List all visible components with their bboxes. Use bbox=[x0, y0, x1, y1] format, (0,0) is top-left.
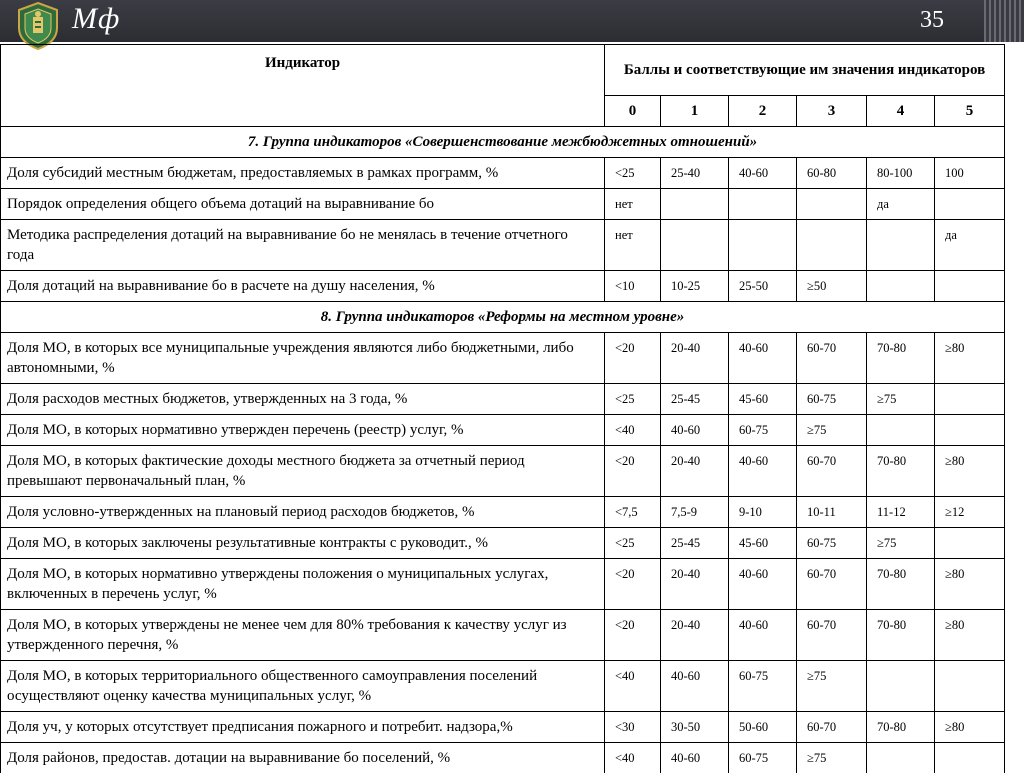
score-value-cell: 50-60 bbox=[729, 712, 797, 743]
score-value-cell: 7,5-9 bbox=[661, 497, 729, 528]
score-value-cell: 70-80 bbox=[867, 446, 935, 497]
score-value-cell: нет bbox=[605, 220, 661, 271]
score-value-cell: <20 bbox=[605, 446, 661, 497]
score-value-cell: <25 bbox=[605, 528, 661, 559]
score-value-cell: 20-40 bbox=[661, 559, 729, 610]
score-value-cell: 10-11 bbox=[797, 497, 867, 528]
score-value-cell: ≥80 bbox=[935, 712, 1005, 743]
score-value-cell: ≥75 bbox=[797, 661, 867, 712]
score-value-cell: 60-75 bbox=[729, 661, 797, 712]
score-value-cell: 60-75 bbox=[797, 528, 867, 559]
table-row bbox=[1, 559, 1005, 610]
score-value-cell: 20-40 bbox=[661, 446, 729, 497]
score-value-cell: 30-50 bbox=[661, 712, 729, 743]
score-value-cell bbox=[935, 189, 1005, 220]
table-row bbox=[1, 446, 1005, 497]
indicator-cell: Доля уч, у которых отсутствует предписания пожарного и потребит. надзора,% bbox=[1, 712, 605, 743]
score-value-cell: 25-50 bbox=[729, 271, 797, 302]
score-value-cell: 60-70 bbox=[797, 559, 867, 610]
score-column-header: 3 bbox=[797, 96, 867, 127]
indicator-cell: Доля дотаций на выравнивание бо в расчете на душу населения, % bbox=[1, 271, 605, 302]
indicator-cell: Порядок определения общего объема дотаций на выравнивание бо bbox=[1, 189, 605, 220]
score-value-cell: 40-60 bbox=[729, 158, 797, 189]
score-value-cell bbox=[867, 743, 935, 773]
score-value-cell: ≥50 bbox=[797, 271, 867, 302]
group-title: 8. Группа индикаторов «Реформы на местном уровне» bbox=[1, 302, 1005, 333]
score-value-cell: ≥75 bbox=[797, 743, 867, 773]
score-value-cell: <40 bbox=[605, 743, 661, 773]
indicator-cell: Доля МО, в которых нормативно утвержден перечень (реестр) услуг, % bbox=[1, 415, 605, 446]
score-value-cell: 45-60 bbox=[729, 528, 797, 559]
table-row bbox=[1, 743, 1005, 773]
indicator-cell: Доля расходов местных бюджетов, утвержденных на 3 года, % bbox=[1, 384, 605, 415]
score-value-cell: 60-70 bbox=[797, 712, 867, 743]
table-row bbox=[1, 189, 1005, 220]
score-value-cell: <25 bbox=[605, 384, 661, 415]
indicator-column-header: Индикатор bbox=[1, 45, 605, 127]
score-value-cell: 25-45 bbox=[661, 528, 729, 559]
table-row bbox=[1, 661, 1005, 712]
slide-number: 35 bbox=[920, 7, 944, 34]
score-value-cell: 60-75 bbox=[729, 415, 797, 446]
score-value-cell: 70-80 bbox=[867, 610, 935, 661]
score-value-cell: ≥75 bbox=[867, 384, 935, 415]
score-value-cell: 40-60 bbox=[729, 559, 797, 610]
header-stripes bbox=[984, 0, 1024, 42]
score-value-cell: 10-25 bbox=[661, 271, 729, 302]
indicator-cell: Доля условно-утвержденных на плановый период расходов бюджетов, % bbox=[1, 497, 605, 528]
score-value-cell: 40-60 bbox=[661, 743, 729, 773]
slide-header bbox=[0, 0, 1024, 42]
score-value-cell: 20-40 bbox=[661, 333, 729, 384]
score-value-cell: 60-70 bbox=[797, 333, 867, 384]
score-value-cell: 60-75 bbox=[797, 384, 867, 415]
score-value-cell: 25-40 bbox=[661, 158, 729, 189]
score-value-cell: 45-60 bbox=[729, 384, 797, 415]
score-value-cell: 40-60 bbox=[661, 415, 729, 446]
indicator-cell: Методика распределения дотаций на выравнивание бо не менялась в течение отчетного года bbox=[1, 220, 605, 271]
score-value-cell: 40-60 bbox=[729, 446, 797, 497]
indicators-table bbox=[0, 44, 1005, 773]
score-value-cell: <40 bbox=[605, 415, 661, 446]
indicator-cell: Доля МО, в которых фактические доходы местного бюджета за отчетный период превышают первоначальный план, % bbox=[1, 446, 605, 497]
score-value-cell: 40-60 bbox=[729, 610, 797, 661]
ministry-emblem-icon bbox=[16, 2, 60, 50]
score-value-cell: 60-80 bbox=[797, 158, 867, 189]
score-value-cell bbox=[935, 528, 1005, 559]
score-column-header: 1 bbox=[661, 96, 729, 127]
score-value-cell bbox=[661, 189, 729, 220]
group-header-row bbox=[1, 127, 1005, 158]
score-value-cell: 60-75 bbox=[729, 743, 797, 773]
score-value-cell: 100 bbox=[935, 158, 1005, 189]
score-column-header: 2 bbox=[729, 96, 797, 127]
score-value-cell: 11-12 bbox=[867, 497, 935, 528]
score-value-cell bbox=[867, 415, 935, 446]
score-value-cell bbox=[661, 220, 729, 271]
table-body bbox=[1, 127, 1005, 773]
score-value-cell bbox=[797, 220, 867, 271]
table-row bbox=[1, 497, 1005, 528]
table-row bbox=[1, 333, 1005, 384]
table-row bbox=[1, 220, 1005, 271]
score-value-cell: ≥80 bbox=[935, 446, 1005, 497]
table-row bbox=[1, 528, 1005, 559]
scores-column-header: Баллы и соответствующие им значения индикаторов bbox=[605, 45, 1005, 96]
score-value-cell bbox=[935, 271, 1005, 302]
score-value-cell: 20-40 bbox=[661, 610, 729, 661]
indicator-cell: Доля МО, в которых нормативно утверждены положения о муниципальных услугах, включенных в перечень услуг, % bbox=[1, 559, 605, 610]
score-value-cell bbox=[935, 743, 1005, 773]
score-value-cell: нет bbox=[605, 189, 661, 220]
score-value-cell: 70-80 bbox=[867, 712, 935, 743]
table-row bbox=[1, 384, 1005, 415]
score-value-cell: 25-45 bbox=[661, 384, 729, 415]
indicator-cell: Доля МО, в которых все муниципальные учреждения являются либо бюджетными, либо автономными, % bbox=[1, 333, 605, 384]
score-value-cell bbox=[867, 220, 935, 271]
score-value-cell: ≥75 bbox=[867, 528, 935, 559]
score-value-cell bbox=[935, 661, 1005, 712]
score-value-cell bbox=[867, 661, 935, 712]
score-value-cell bbox=[935, 415, 1005, 446]
score-value-cell bbox=[935, 384, 1005, 415]
score-value-cell: <30 bbox=[605, 712, 661, 743]
score-value-cell: ≥12 bbox=[935, 497, 1005, 528]
indicator-cell: Доля МО, в которых утверждены не менее чем для 80% требования к качеству услуг из утвержденного перечня, % bbox=[1, 610, 605, 661]
score-value-cell: 40-60 bbox=[729, 333, 797, 384]
score-column-header: 5 bbox=[935, 96, 1005, 127]
group-header-row bbox=[1, 302, 1005, 333]
score-value-cell bbox=[729, 220, 797, 271]
indicator-cell: Доля районов, предостав. дотации на выравнивание бо поселений, % bbox=[1, 743, 605, 773]
score-value-cell: 40-60 bbox=[661, 661, 729, 712]
score-value-cell: 80-100 bbox=[867, 158, 935, 189]
brand-title: Мф bbox=[72, 2, 120, 36]
score-value-cell: 60-70 bbox=[797, 446, 867, 497]
score-value-cell: ≥80 bbox=[935, 610, 1005, 661]
score-value-cell: 70-80 bbox=[867, 559, 935, 610]
score-value-cell bbox=[797, 189, 867, 220]
table-row bbox=[1, 158, 1005, 189]
score-value-cell: да bbox=[935, 220, 1005, 271]
score-value-cell: 9-10 bbox=[729, 497, 797, 528]
table-row bbox=[1, 610, 1005, 661]
score-value-cell: <40 bbox=[605, 661, 661, 712]
indicator-cell: Доля МО, в которых заключены результативные контракты с руководит., % bbox=[1, 528, 605, 559]
indicator-cell: Доля субсидий местным бюджетам, предоставляемых в рамках программ, % bbox=[1, 158, 605, 189]
score-value-cell: <20 bbox=[605, 559, 661, 610]
score-value-cell: ≥75 bbox=[797, 415, 867, 446]
table-row bbox=[1, 271, 1005, 302]
score-value-cell: <20 bbox=[605, 333, 661, 384]
score-value-cell: ≥80 bbox=[935, 333, 1005, 384]
score-value-cell bbox=[729, 189, 797, 220]
table-row bbox=[1, 415, 1005, 446]
score-column-header: 0 bbox=[605, 96, 661, 127]
score-value-cell: ≥80 bbox=[935, 559, 1005, 610]
score-value-cell: 60-70 bbox=[797, 610, 867, 661]
score-value-cell: 70-80 bbox=[867, 333, 935, 384]
score-value-cell: <20 bbox=[605, 610, 661, 661]
score-value-cell: <7,5 bbox=[605, 497, 661, 528]
score-value-cell: <25 bbox=[605, 158, 661, 189]
indicator-cell: Доля МО, в которых территориального общественного самоуправления поселений осуществляют оценку качества муниципальных услуг, % bbox=[1, 661, 605, 712]
score-value-cell: да bbox=[867, 189, 935, 220]
score-value-cell: <10 bbox=[605, 271, 661, 302]
group-title: 7. Группа индикаторов «Совершенствование межбюджетных отношений» bbox=[1, 127, 1005, 158]
score-column-header: 4 bbox=[867, 96, 935, 127]
table-row bbox=[1, 712, 1005, 743]
score-value-cell bbox=[867, 271, 935, 302]
